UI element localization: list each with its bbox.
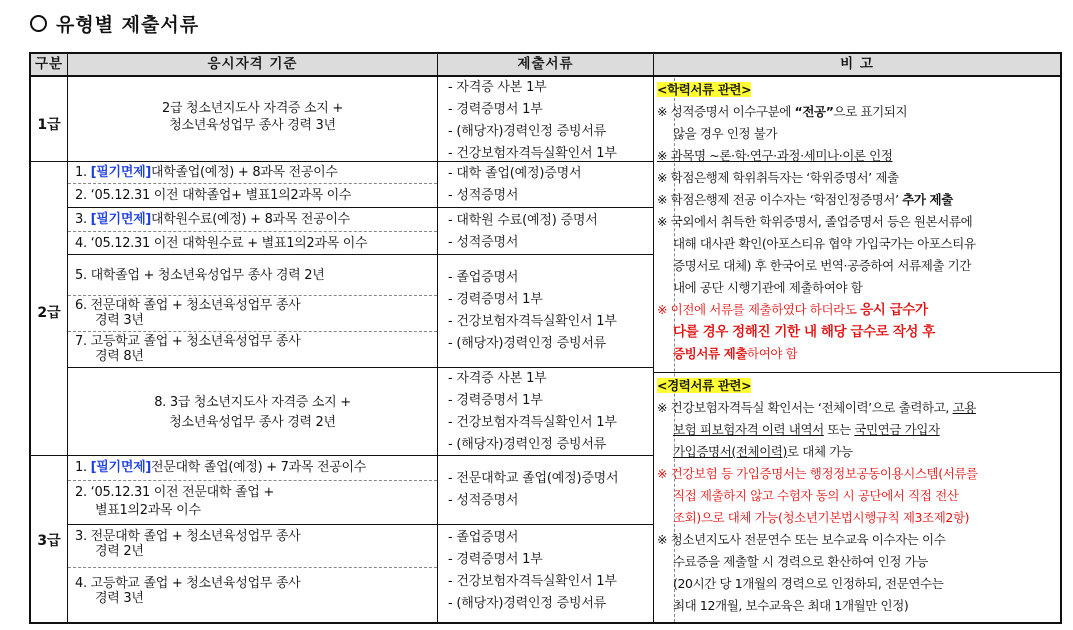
doc-item: - 건강보험자격득실확인서 1부 xyxy=(448,574,617,589)
g2-criteria-2: 2. ‘05.12.31 이전 대학졸업+ 별표1의2과목 이수 xyxy=(75,188,352,203)
doc-item: - 졸업증명서 xyxy=(448,530,519,545)
doc-item: - 건강보험자격득실확인서 1부 xyxy=(448,314,617,329)
g3-criteria-2 xyxy=(75,484,274,520)
g2-criteria-3 xyxy=(75,211,350,228)
section-heading xyxy=(30,10,199,37)
doc-item: - 경력증명서 1부 xyxy=(448,552,543,567)
remark-line xyxy=(657,101,1061,123)
doc-item: - (해당자)경력인정 증빙서류 xyxy=(448,336,607,351)
criteria-line: 8. 3급 청소년지도사 자격증 소지 + xyxy=(154,395,351,410)
remarks-education xyxy=(657,79,1061,365)
remark-line: ※ 청소년지도사 전문연수 또는 보수교육 이수자는 이수 xyxy=(657,532,946,547)
g2-docs-567 xyxy=(448,267,617,355)
circle-bullet-icon xyxy=(30,15,47,32)
g2-criteria-4: 4. ‘05.12.31 이전 대학원수료 + 별표1의2과목 이수 xyxy=(75,236,368,251)
criteria-line: 경력 8년 xyxy=(95,349,144,364)
remark-line: ※ 학점은행제 학위취득자는 ‘학위증명서’ 제출 xyxy=(657,170,899,185)
remark-text: 보험 피보험자격 이력 내역서 xyxy=(673,422,824,437)
criteria-line: 6. 전문대학 졸업 + 청소년육성업무 종사 xyxy=(75,298,301,313)
remark-line: ※ 건강보험 등 가입증명서는 행정정보공동이용시스템(서류를 xyxy=(657,466,978,481)
g1-criteria-line: 청소년육성업무 종사 경력 3년 xyxy=(169,118,336,133)
remark-line xyxy=(657,343,1061,365)
g3-criteria-1 xyxy=(75,459,366,476)
col-divider xyxy=(437,54,438,622)
criteria-line: 경력 2년 xyxy=(95,544,144,559)
doc-item: - 졸업증명서 xyxy=(448,270,519,285)
g1-docs xyxy=(448,77,617,165)
header-criteria: 응시자격 기준 xyxy=(207,56,298,72)
criteria-line: 2. ‘05.12.31 이전 전문대학 졸업 + xyxy=(75,485,274,500)
row-divider xyxy=(68,183,437,184)
g3-docs-12 xyxy=(448,468,618,512)
doc-item: - 자격증 사본 1부 xyxy=(448,80,547,95)
remark-text: ※ 학점은행제 전공 이수자는 ‘학점인정증명서’ xyxy=(657,192,903,207)
g2-criteria-6 xyxy=(75,298,300,328)
exemption-tag: [필기면제] xyxy=(90,212,151,227)
criteria-line: 별표1의2과목 이수 xyxy=(95,503,201,518)
criteria-line: 경력 3년 xyxy=(95,313,144,328)
remarks-career xyxy=(657,375,1061,617)
remark-emphasis: “전공” xyxy=(794,104,834,119)
header-remarks: 비 고 xyxy=(840,56,874,72)
criteria-line: 경력 3년 xyxy=(95,591,144,606)
remark-text: 가입증명서(전체이력) xyxy=(673,444,788,459)
remark-line xyxy=(657,397,1061,419)
remark-line xyxy=(657,299,1061,321)
remark-text: 으로 표기되지 xyxy=(833,104,908,119)
exemption-tag: [필기면제] xyxy=(90,165,151,180)
row-divider xyxy=(68,207,654,208)
remark-line: 대해 대사관 확인(아포스티유 협약 가입국가는 아포스티유 xyxy=(673,236,976,251)
doc-item: - (해당자)경력인정 증빙서류 xyxy=(448,596,607,611)
doc-item: - 건강보험자격득실확인서 1부 xyxy=(448,415,617,430)
criteria-text: 대학원수료(예정) + 8과목 전공이수 xyxy=(150,212,350,227)
doc-item: - (해당자)경력인정 증빙서류 xyxy=(448,124,607,139)
row-divider xyxy=(68,254,654,255)
row-divider xyxy=(68,295,437,296)
remark-line xyxy=(657,419,1061,441)
remarks-divider xyxy=(654,372,1060,373)
remark-line xyxy=(657,145,1061,167)
g2-docs-34 xyxy=(448,210,598,254)
remark-line: 직접 제출하지 않고 수험자 동의 시 공단에서 직접 전산 xyxy=(673,488,959,503)
remark-text: ※ 이전에 서류를 제출하였다 하더라도 xyxy=(657,302,861,317)
remark-text: ※ 건강보험자격득실 확인서는 ‘전체이력’으로 출력하고, xyxy=(657,400,953,415)
row-divider xyxy=(68,480,437,481)
remark-line: ※ 국외에서 취득한 학위증명서, 졸업증명서 등은 원본서류에 xyxy=(657,214,973,229)
remark-line: 최대 12개월, 보수교육은 최대 1개월만 인정) xyxy=(673,598,909,613)
remark-emphasis: 추가 제출 xyxy=(902,192,953,207)
exemption-tag: [필기면제] xyxy=(90,460,151,475)
row-divider xyxy=(68,231,437,232)
item-number: 3. xyxy=(75,212,87,227)
doc-item: - (해당자)경력인정 증빙서류 xyxy=(448,437,607,452)
documents-table xyxy=(29,52,1062,624)
remark-line: 내에 공단 시행기관에 제출하여야 함 xyxy=(673,280,863,295)
remark-line: 조회)으로 대체 가능(청소년기본법시행규칙 제3조제2항) xyxy=(673,510,970,525)
g3-criteria-4 xyxy=(75,576,300,606)
g3-criteria-3 xyxy=(75,529,300,559)
grade-3-label: 3급 xyxy=(37,533,61,549)
remark-line: 않을 경우 인정 불가 xyxy=(673,126,778,141)
doc-item: - 성적증명서 xyxy=(448,493,519,508)
row-divider xyxy=(68,524,654,525)
doc-item: - 대학원 수료(예정) 증명서 xyxy=(448,213,598,228)
g2-criteria-7 xyxy=(75,334,300,364)
g2-criteria-1 xyxy=(75,164,338,181)
g2-docs-12 xyxy=(448,163,581,207)
career-notes-title: <경력서류 관련> xyxy=(657,378,752,393)
remark-line xyxy=(657,441,1061,463)
remark-text: 또는 xyxy=(823,422,855,437)
criteria-text: 전문대학 졸업(예정) + 7과목 전공이수 xyxy=(150,460,367,475)
remark-line: 다를 경우 정해진 기한 내 해당 급수로 작성 후 xyxy=(673,324,935,340)
doc-item: - 전문대학교 졸업(예정)증명서 xyxy=(448,471,619,486)
remark-text: 고용 xyxy=(952,400,976,415)
header-documents: 제출서류 xyxy=(517,56,574,72)
doc-item: - 경력증명서 1부 xyxy=(448,102,543,117)
doc-item: - 자격증 사본 1부 xyxy=(448,371,547,386)
remark-text: 하여야 함 xyxy=(747,346,798,361)
col-divider xyxy=(67,54,68,622)
remark-line: (20시간 당 1개월의 경력으로 인정하되, 전문연수는 xyxy=(673,576,944,591)
remark-text: ※ 과목명 ~론·학·연구·과정·세미나·이론 인정 xyxy=(657,148,893,163)
criteria-text: 대학졸업(예정) + 8과목 전공이수 xyxy=(150,165,338,180)
criteria-line: 3. 전문대학 졸업 + 청소년육성업무 종사 xyxy=(75,529,301,544)
row-divider xyxy=(68,567,437,568)
criteria-line: 청소년육성업무 종사 경력 2년 xyxy=(169,415,336,430)
header-grade: 구분 xyxy=(34,56,64,72)
row-divider xyxy=(68,331,437,332)
remark-emphasis: 응시 급수가 xyxy=(860,302,928,318)
item-number: 1. xyxy=(75,165,87,180)
remark-text: 로 대체 가능 xyxy=(787,444,853,459)
criteria-line: 4. 고등학교 졸업 + 청소년육성업무 종사 xyxy=(75,576,301,591)
doc-item: - 경력증명서 1부 xyxy=(448,292,543,307)
education-notes-title: <학력서류 관련> xyxy=(657,82,752,97)
doc-item: - 성적증명서 xyxy=(448,235,519,250)
col-divider xyxy=(653,54,654,622)
grade-2-label: 2급 xyxy=(37,305,61,321)
remark-line: 증명서로 대체) 후 한국어로 번역·공증하여 서류제출 기간 xyxy=(673,258,972,273)
g1-criteria xyxy=(68,100,437,134)
remark-emphasis: 증빙서류 제출 xyxy=(673,346,748,361)
doc-item: - 대학 졸업(예정)증명서 xyxy=(448,166,582,181)
heading-text: 유형별 제출서류 xyxy=(56,14,200,36)
criteria-line: 7. 고등학교 졸업 + 청소년육성업무 종사 xyxy=(75,334,301,349)
g2-docs-8 xyxy=(448,368,617,456)
grade-1-label: 1급 xyxy=(37,117,61,133)
doc-item: - 건강보험자격득실확인서 1부 xyxy=(448,146,617,161)
item-number: 1. xyxy=(75,460,87,475)
remark-line: 수료증을 제출할 시 경력으로 환산하여 인정 가능 xyxy=(673,554,928,569)
doc-item: - 경력증명서 1부 xyxy=(448,393,543,408)
remark-text: ※ 성적증명서 이수구분에 xyxy=(657,104,795,119)
g2-criteria-5: 5. 대학졸업 + 청소년육성업무 종사 경력 2년 xyxy=(75,268,325,283)
remark-line xyxy=(657,189,1061,211)
g2-criteria-8 xyxy=(68,393,437,433)
g3-docs-34 xyxy=(448,527,617,615)
table-header xyxy=(31,54,1060,77)
remark-text: 국민연금 가입자 xyxy=(854,422,940,437)
doc-item: - 성적증명서 xyxy=(448,188,519,203)
g1-criteria-line: 2급 청소년지도사 자격증 소지 + xyxy=(162,101,343,116)
